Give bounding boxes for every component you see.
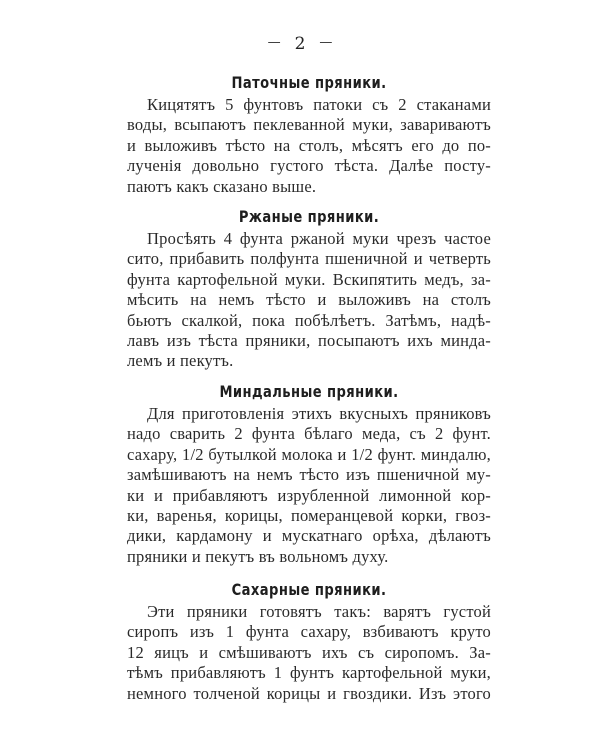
text-line: и выложивъ тѣсто на столъ, мѣсятъ его до по- [127, 135, 491, 155]
text-line: немного толченой корицы и гвоздики. Изъ этого [127, 683, 491, 703]
text-line: Для приготовленія этихъ вкусныхъ пряниковъ [147, 404, 491, 423]
text-line: пряники и пекутъ въ вольномъ духу. [127, 546, 389, 566]
text-line: сахару, 1/2 бутылкой молока и 1/2 фунт. миндалю, [127, 444, 491, 464]
section-heading: Паточные пряники. [231, 73, 387, 92]
section-mindalnye [127, 380, 491, 567]
text-line: надо сварить 2 фунта бѣлаго меда, съ 2 фунт. [127, 424, 491, 444]
text-line: дики, кардамону и мускатнаго орѣха, дѣлаютъ [127, 526, 491, 546]
text-line: Просѣять 4 фунта ржаной муки чрезъ частое [147, 229, 491, 248]
section-heading: Сахарные пряники. [231, 580, 387, 599]
text-line: бьютъ скалкой, пока побѣлѣетъ. Затѣмъ, надѣ- [127, 310, 491, 330]
text-line: 12 яицъ и смѣшиваютъ ихъ съ сиропомъ. За- [127, 642, 491, 662]
text-line: Кицятятъ 5 фунтовъ патоки съ 2 стаканами [147, 95, 491, 114]
text-line: мѣсить на немъ тѣсто и выложивъ на столъ [127, 290, 491, 310]
text-line: сито, прибавить полфунта пшеничной и четверть [127, 249, 491, 269]
dash-right: — [319, 35, 333, 50]
text-line: сиропъ изъ 1 фунта сахару, взбиваютъ круто [127, 622, 491, 642]
section-heading: Миндальные пряники. [219, 382, 399, 401]
section-rzhanye [127, 205, 491, 372]
dash-left: — [267, 35, 281, 50]
text-line: лученія довольно густого тѣста. Далѣе посту- [127, 156, 491, 176]
text-line: паютъ какъ сказано выше. [127, 176, 317, 196]
text-line: тѣмъ прибавляютъ 1 фунтъ картофельной муки, [127, 663, 491, 683]
text-line: лемъ и пекутъ. [127, 351, 234, 371]
section-sakharnye [127, 578, 491, 704]
section-patochnye [127, 71, 491, 197]
text-line: замѣшиваютъ на немъ тѣсто изъ пшеничной му- [127, 465, 491, 485]
section-heading: Ржаные пряники. [238, 207, 380, 226]
page-number-text: 2 [294, 34, 306, 54]
text-line: ки, варенья, корицы, померанцевой корки, гвоз- [127, 505, 491, 525]
page-number [0, 34, 600, 54]
text-line: лавъ изъ тѣста пряники, посыпаютъ ихъ минда- [127, 330, 491, 350]
text-line: фунта картофельной муки. Вскипятить медъ, за- [127, 269, 491, 289]
text-line: ки и прибавляютъ изрубленной лимонной кор- [127, 485, 491, 505]
text-line: воды, всыпаютъ пеклеванной муки, завариваютъ [127, 115, 491, 135]
text-line: Эти пряники готовятъ такъ: варятъ густой [147, 602, 491, 621]
